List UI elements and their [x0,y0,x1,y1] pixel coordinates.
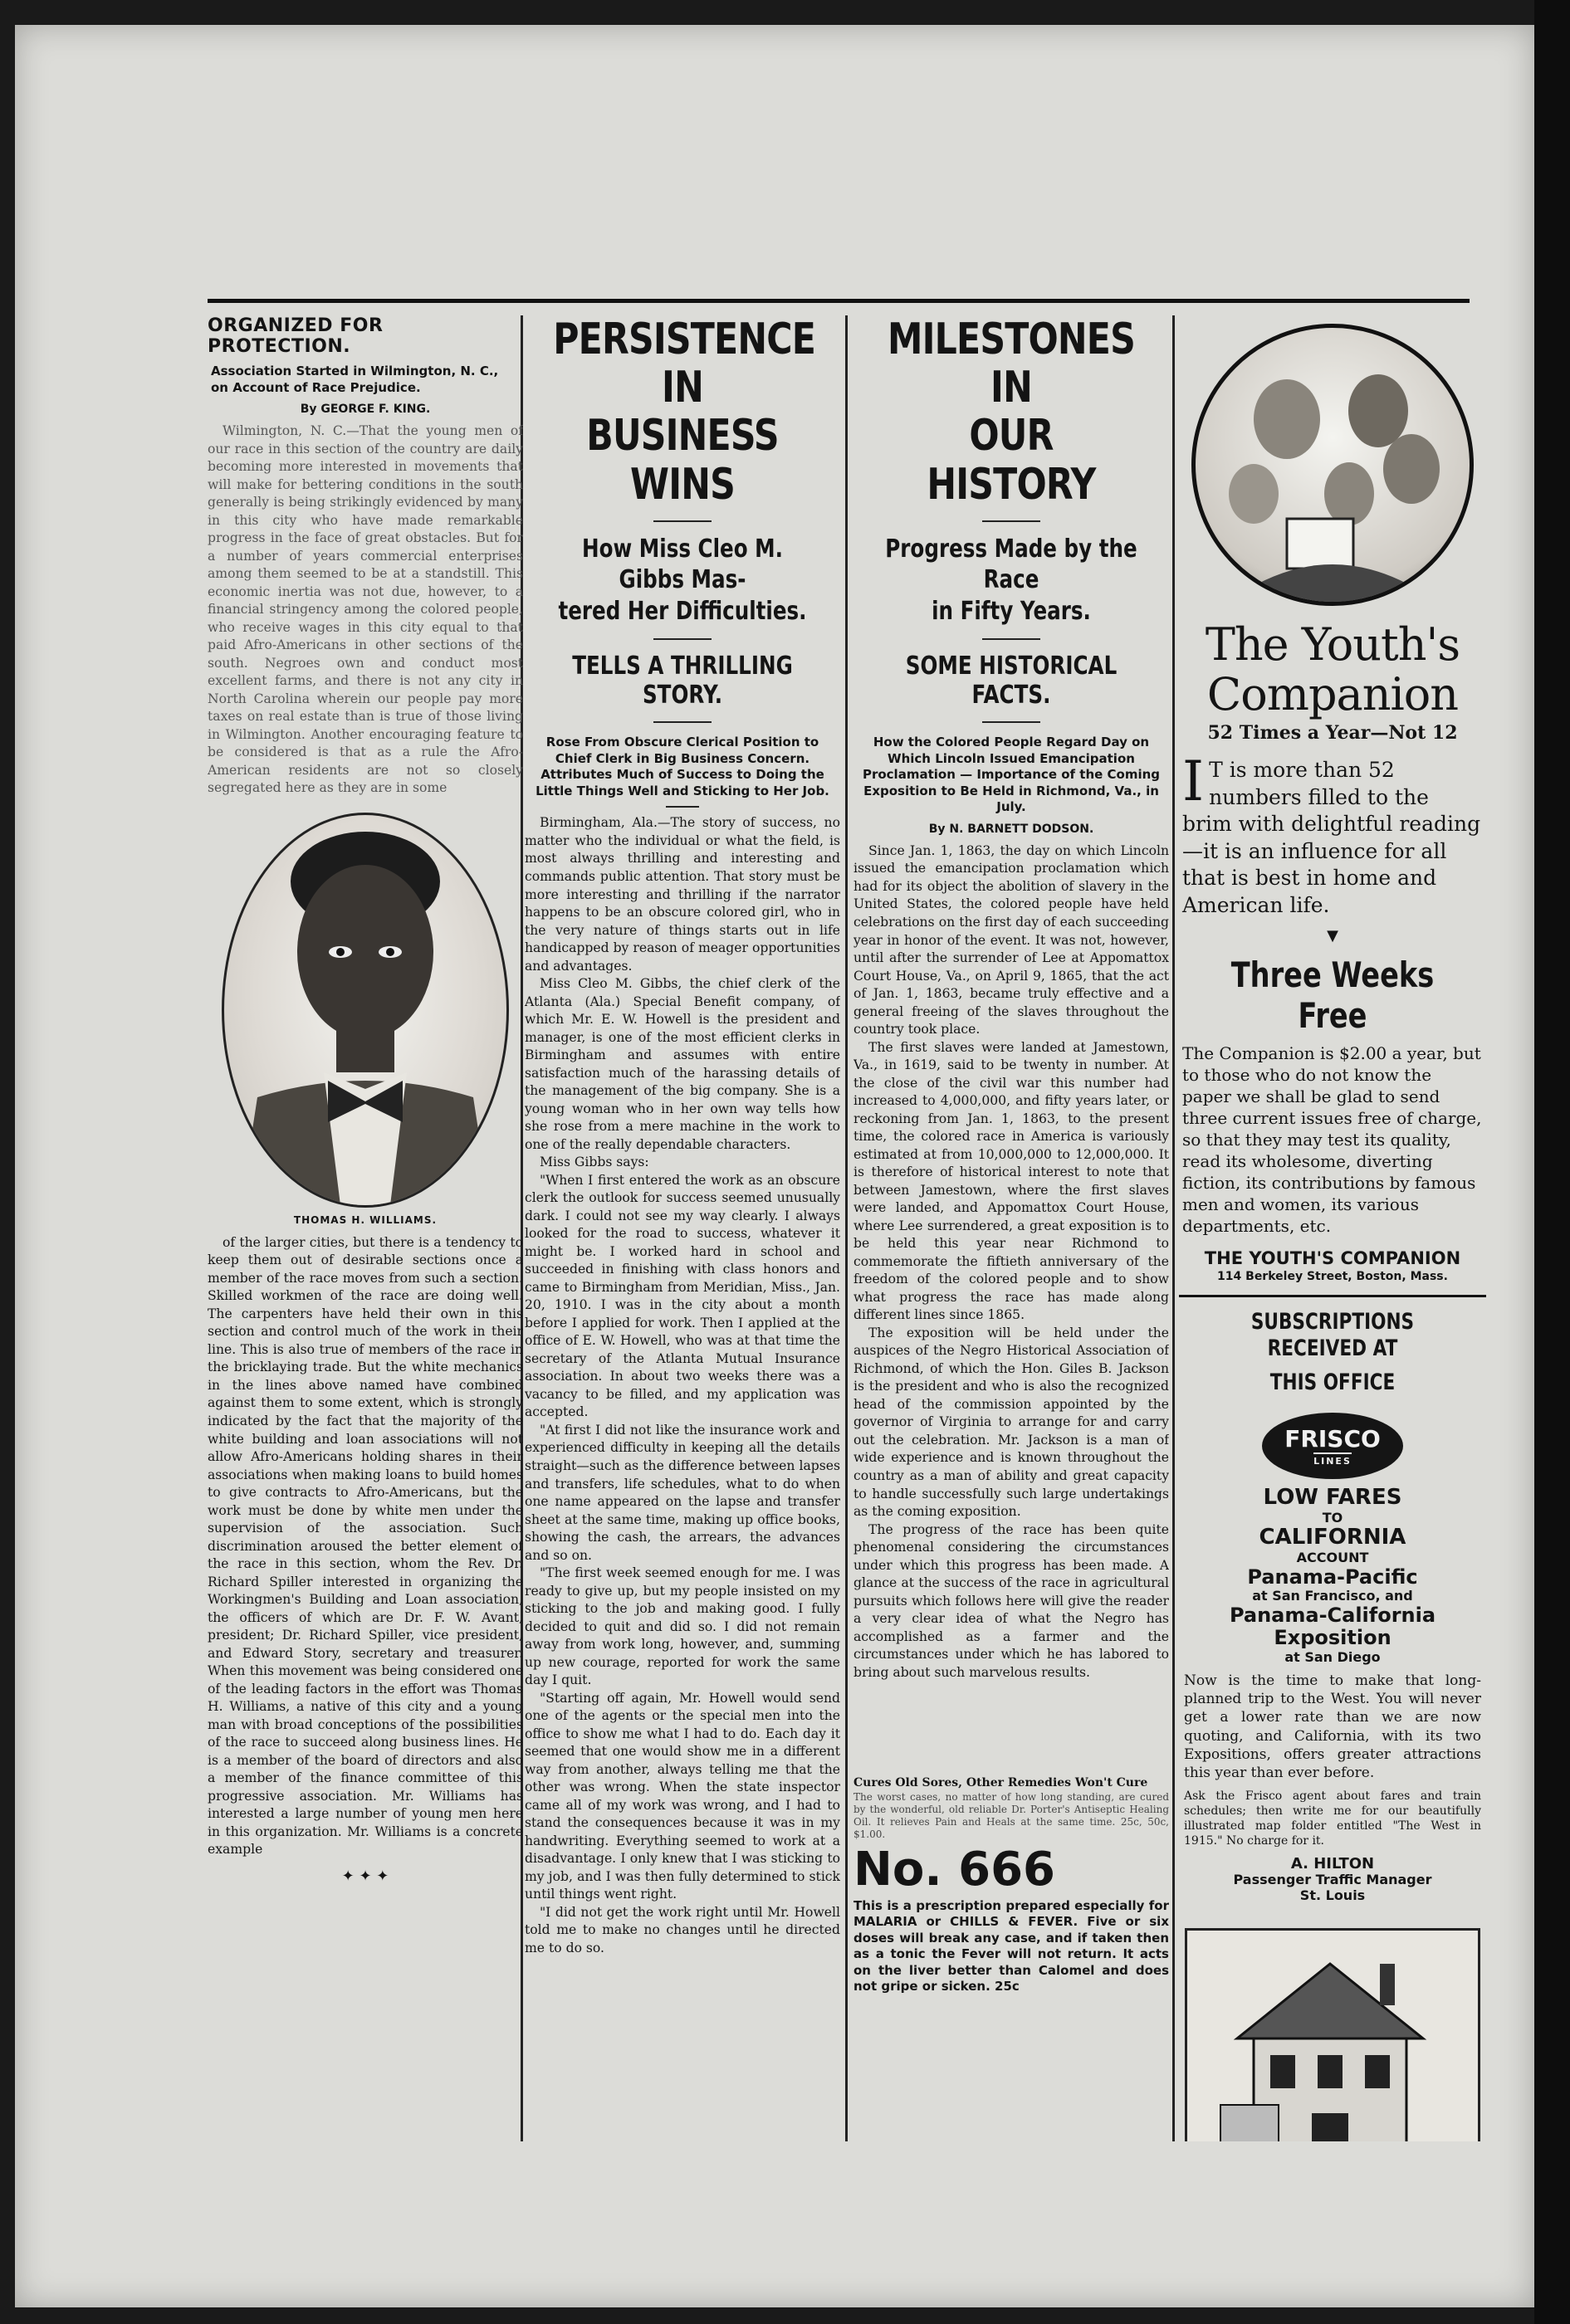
ad-666 [853,1776,1169,1995]
portrait-illustration [224,815,506,1205]
article1-byline: By GEORGE F. KING. [300,403,431,416]
youths-companion-tagline: 52 Times a Year—Not 12 [1207,722,1458,744]
house-illustration [1185,1928,1480,2141]
article2-paragraph: "When I first entered the work as an obscure clerk the outlook for success seemed unusually dark. I could not see my way clearly. I always looked for the road to success, whatever it might be. I worked hard in school and succeeded in finishing with class honors and came to Birmingham from Meridian, Miss., Jan. 20, 1910. I was in the city about a month before I applied for work. Then I applied at the office of E. W. Howell, who was at that time the secretary of the Atlanta Mutual Insurance association. In about two weeks there was a vacancy to be filled, and my application was accepted. [525,1172,840,1420]
article3-deck: How the Colored People Regard Day on Which Lincoln Issued Emancipation Proclamation — Importance of the Coming Exposition to Be Held in Richmond, Va., in July. [862,735,1161,815]
top-rule [208,299,1470,303]
frisco-to: TO [1322,1510,1343,1526]
youths-companion-description: The Companion is $2.00 a year, but to those who do not know the paper we shall be glad to send three current issues free of charge, so that they may test its quality, read its wholesome, diverting fiction, its contributions by famous men and women, its various departments, etc. [1182,1043,1482,1236]
youths-companion-address: 114 Berkeley Street, Boston, Mass. [1217,1270,1448,1283]
article3-headline-line1: MILESTONES IN [888,315,1135,413]
article3-paragraph: The progress of the race has been quite phenomenal considering the circumstances under which this progress has been made. A glance at the success of the race in agricultural pursuits which follows here will give the reader a very clear idea of what the Negro has accomplished as a farmer and the circumstances under which he has labored to bring about such marvelous results. [853,1521,1169,1680]
article3-subhead-caps: SOME HISTORICAL FACTS. [905,652,1118,710]
column-rule-2 [845,315,848,2141]
frisco-san-diego: at San Diego [1284,1648,1381,1665]
divider [653,520,712,522]
article2-paragraph: "The first week seemed enough for me. I was ready to give up, but my people insisted on my sticking to the job and making good. I fully decided to quit and did so. I did not remain away from work long, however, and, summing up new courage, reported for work the same day I quit. [525,1565,840,1688]
frisco-contact-city: St. Louis [1299,1887,1366,1903]
divider [666,806,699,808]
frisco-low-fares: LOW FARES [1263,1485,1402,1511]
youths-companion-title-line2: Companion [1206,668,1459,720]
drop-cap: I [1182,749,1205,813]
frisco-logo [1262,1413,1403,1479]
ad666-small-text: The worst cases, no matter of how long standing, are cured by the wonderful, old reliable Dr. Porter's Antiseptic Healing Oil. It relieves Pain and Heals at the same time. 25c, 50c, $1.00. [853,1790,1169,1840]
article2-deck: Rose From Obscure Clerical Position to Chief Clerk in Big Business Concern. Attributes Much of Success to Doing the Little Things Well and Sticking to Her Job. [536,735,829,798]
divider [982,520,1040,522]
frisco-logo-text: FRISCO [1284,1425,1381,1453]
portrait-thomas-williams [222,813,509,1208]
column-rule-3 [1172,315,1175,2141]
article1-headline: ORGANIZED FOR PROTECTION. [208,315,384,357]
divider [653,721,712,723]
youths-companion-title-line1: The Youth's [1205,618,1460,671]
frisco-body-small: Ask the Frisco agent about fares and train schedules; then write me for our beautifully illustrated map folder entitled "The West in 1915." No charge for it. [1184,1789,1481,1848]
pitch-text: T is more than 52 numbers filled to the brim with delightful reading—it is an influence for all that is best in home and American life. [1182,758,1481,917]
end-mark: ✦ ✦ ✦ [341,1867,389,1885]
subscriptions-line1: SUBSCRIPTIONS RECEIVED AT [1250,1309,1415,1362]
article2-subhead-caps: TELLS A THRILLING STORY. [572,652,793,710]
article2-subhead-line1: How Miss Cleo M. Gibbs Mas- [581,534,784,595]
frisco-account: ACCOUNT [1296,1550,1369,1566]
frisco-panama-pacific: Panama-Pacific [1247,1565,1418,1589]
article3-paragraph: The exposition will be held under the auspices of the Negro Historical Association of Richmond, of which the Hon. Giles B. Jackson is the president and who is also the recognized head of the commission appointed by the governor of Virginia to arrange for and carry out the celebration. Mr. Jackson is a man of wide experience and is known throughout the country as a man of ability and great capacity to handle successfully such large undertakings as the coming exposition. [853,1325,1169,1520]
article3-paragraph: The first slaves were landed at Jamestown, Va., in 1619, said to be twenty in number. At the close of the civil war this number had increased to 4,000,000, and fifty years later, or reckoning from Jan. 1, 1863, to the present time, the colored race in America is variously estimated at from 10,000,000 to 12,000,000. It is therefore of historical interest to note that between Jamestown, where the first slaves were landed, and Appomattox Court House, where Lee surrendered, a great exposition is to be held this year near Richmond to commemorate the fiftieth anniversary of the freedom of the colored people and to show what progress the race has made along different lines since 1865. [853,1039,1169,1323]
frisco-logo-sub: LINES [1313,1452,1352,1467]
ornament-icon: ▼ [1327,927,1338,945]
ad666-body: This is a prescription prepared especially for MALARIA or CHILLS & FEVER. Five or six doses will break any case, and if taken then as a tonic the Fever will not return. It acts on the liver better than Calomel and does not gripe or sicken. 25c [853,1897,1169,1994]
article2-paragraph: "I did not get the work right until Mr. Howell told me to make no changes until he directed me to do so. [525,1904,840,1955]
column-advertisements [1179,315,1486,2141]
article3 [853,315,1169,1760]
frisco-body: Now is the time to make that long-planned trip to the West. You will never get a lower rate than we are now quoting, and California, with its two Expositions, offers greater attractions this year than ever before. [1184,1672,1481,1781]
article2-subhead-line2: tered Her Difficulties. [558,596,807,626]
article3-paragraph: Since Jan. 1, 1863, the day on which Lincoln issued the emancipation proclamation which had for its object the abolition of slavery in the United States, the colored people have held celebrations on the first day of each succeeding year in honor of the event. It was not, however, until after the surrender of Lee at Appomattox Court House, Va., on April 9, 1865, that the act of Jan. 1, 1863, became truly effective and a general freeing of the slaves throughout the country took place. [853,842,1169,1038]
column-persistence [525,315,840,2141]
article3-subhead-line1: Progress Made by the Race [885,534,1137,595]
youths-companion-pitch [1182,749,1483,919]
reading-family-image [1196,328,1470,602]
frisco-san-francisco: at San Francisco, and [1252,1588,1413,1604]
article2-headline-line1: PERSISTENCE IN [553,315,816,413]
article3-byline: By N. BARNETT DODSON. [928,822,1094,836]
divider [653,638,712,640]
ad666-headline: Cures Old Sores, Other Remedies Won't Cure [853,1776,1148,1789]
article1-deck: Association Started in Wilmington, N. C., on Account of Race Prejudice. [211,364,499,395]
article2-paragraph: Miss Cleo M. Gibbs, the chief clerk of the Atlanta (Ala.) Special Benefit company, of which Mr. E. W. Howell is the president and manager, is one of the most efficient clerks in Birmingham and assumes with entire satisfaction much of the harassing details of the management of the big company. She is a young woman who in her own way tells how she rose from a mere machine in the work to one of the really dependable characters. [525,976,840,1152]
divider [1179,1295,1486,1297]
frisco-california: CALIFORNIA [1259,1525,1406,1550]
divider [982,638,1040,640]
article3-headline-line2: OUR HISTORY [927,411,1096,510]
youths-companion-signature: THE YOUTH'S COMPANION [1204,1248,1461,1268]
subscriptions-line2: THIS OFFICE [1269,1369,1396,1395]
divider [982,721,1040,723]
article2-paragraph: "At first I did not like the insurance work and experienced difficulty in keeping all the details straight—such as the difference between lapses and transfers, life schedules, what to do when one name appeared on the lapse and transfer sheet at the same time, making up office books, showing the cash, the arrears, the advances and so on. [525,1422,840,1563]
article3-subhead-line2: in Fifty Years. [932,596,1091,626]
three-weeks-free: Three Weeks Free [1230,954,1435,1036]
page-edge-shadow [1534,0,1570,2324]
article1-body-top: Wilmington, N. C.—That the young men of our race in this section of the country are daily becoming more interested in movements that will make for bettering conditions in the south generally is being strikingly evidenced by many in this city who have made remarkable progress in the face of great obstacles. But for a number of years commercial enterprises among them seemed to be at a standstill. This economic inertia was not due, however, to a financial stringency among the colored people, who receive wages in this city equal to that paid Afro-Americans in other sections of the south. Negroes own and conduct most excellent farms, and there is not any city in North Carolina wherein our people pay more taxes on real estate than is true of those living in Wilmington. Another encouraging feature to be considered is that as a rule the Afro-American residents are not so closely segregated here as they are in some [208,423,523,796]
column-organized-for-protection [208,315,523,2141]
article2-paragraph: Birmingham, Ala.—The story of success, no matter who the individual or what the field, is most always thrilling and interesting and commands public attention. That story must be more interesting and thrilling if the narrator happens to be an obscure colored girl, who in the very nature of things starts out in life handicapped by reason of meager opportunities and advantages. [525,815,840,974]
column-milestones [853,315,1169,2141]
frisco-contact-title: Passenger Traffic Manager [1233,1872,1432,1888]
frisco-contact-name: A. HILTON [1290,1854,1375,1872]
youths-companion-illustration [1191,324,1474,606]
frisco-exposition: Exposition [1274,1626,1391,1650]
article2-paragraph: "Starting off again, Mr. Howell would send one of the agents or the special men into the office to show me what I had to do. Each day it seemed that one would show me in a different way from another, always telling me that the other was wrong. When the state inspector came all of my work was wrong, and I had to stand the consequences because it was in my handwriting. Everything seemed to work at a disadvantage. I only knew that I was sticking to my job, and I was then fully determined to stick until things went right. [525,1690,840,1902]
article1-body-bottom: of the larger cities, but there is a tendency to keep them out of desirable sections once a member of the race moves from such a section. Skilled workmen of the race are doing well. The carpenters have held their own in this section and control much of the work in their line. This is also true of members of the race in the bricklaying trade. But the white mechanics in the lines above named have combined against them to some extent, which is strongly indicated by the fact that the majority of the white building and loan associations will not allow Afro-Americans holding shares in their associations when making loans to build homes to give contracts to Afro-Americans, but the work must be done by white men under the supervision of the association. Such discrimination aroused the better element of the race in this section, whom the Rev. Dr. Richard Spiller interested in organizing the Workingmen's Building and Loan association, the officers of which are Dr. F. W. Avant, president; Dr. Richard Spiller, vice president, and Edward Story, secretary and treasurer. When this movement was being considered one of the leading factors in the effort was Thomas H. Williams, a native of this city and a young man with broad conceptions of the possibilities of the race to succeed along business lines. He is a member of the board of directors and also a member of the finance committee of this progressive association. Mr. Williams has interested a large number of young men here in this organization. Mr. Williams is a concrete example [208,1234,523,1858]
ad666-number: No. 666 [853,1842,1056,1897]
frisco-panama-california: Panama-California [1229,1603,1436,1627]
house-image [1187,1931,1473,2141]
article2-headline-line2: BUSINESS WINS [586,411,779,510]
article2-paragraph: Miss Gibbs says: [540,1155,649,1170]
portrait-caption: THOMAS H. WILLIAMS. [293,1213,438,1226]
